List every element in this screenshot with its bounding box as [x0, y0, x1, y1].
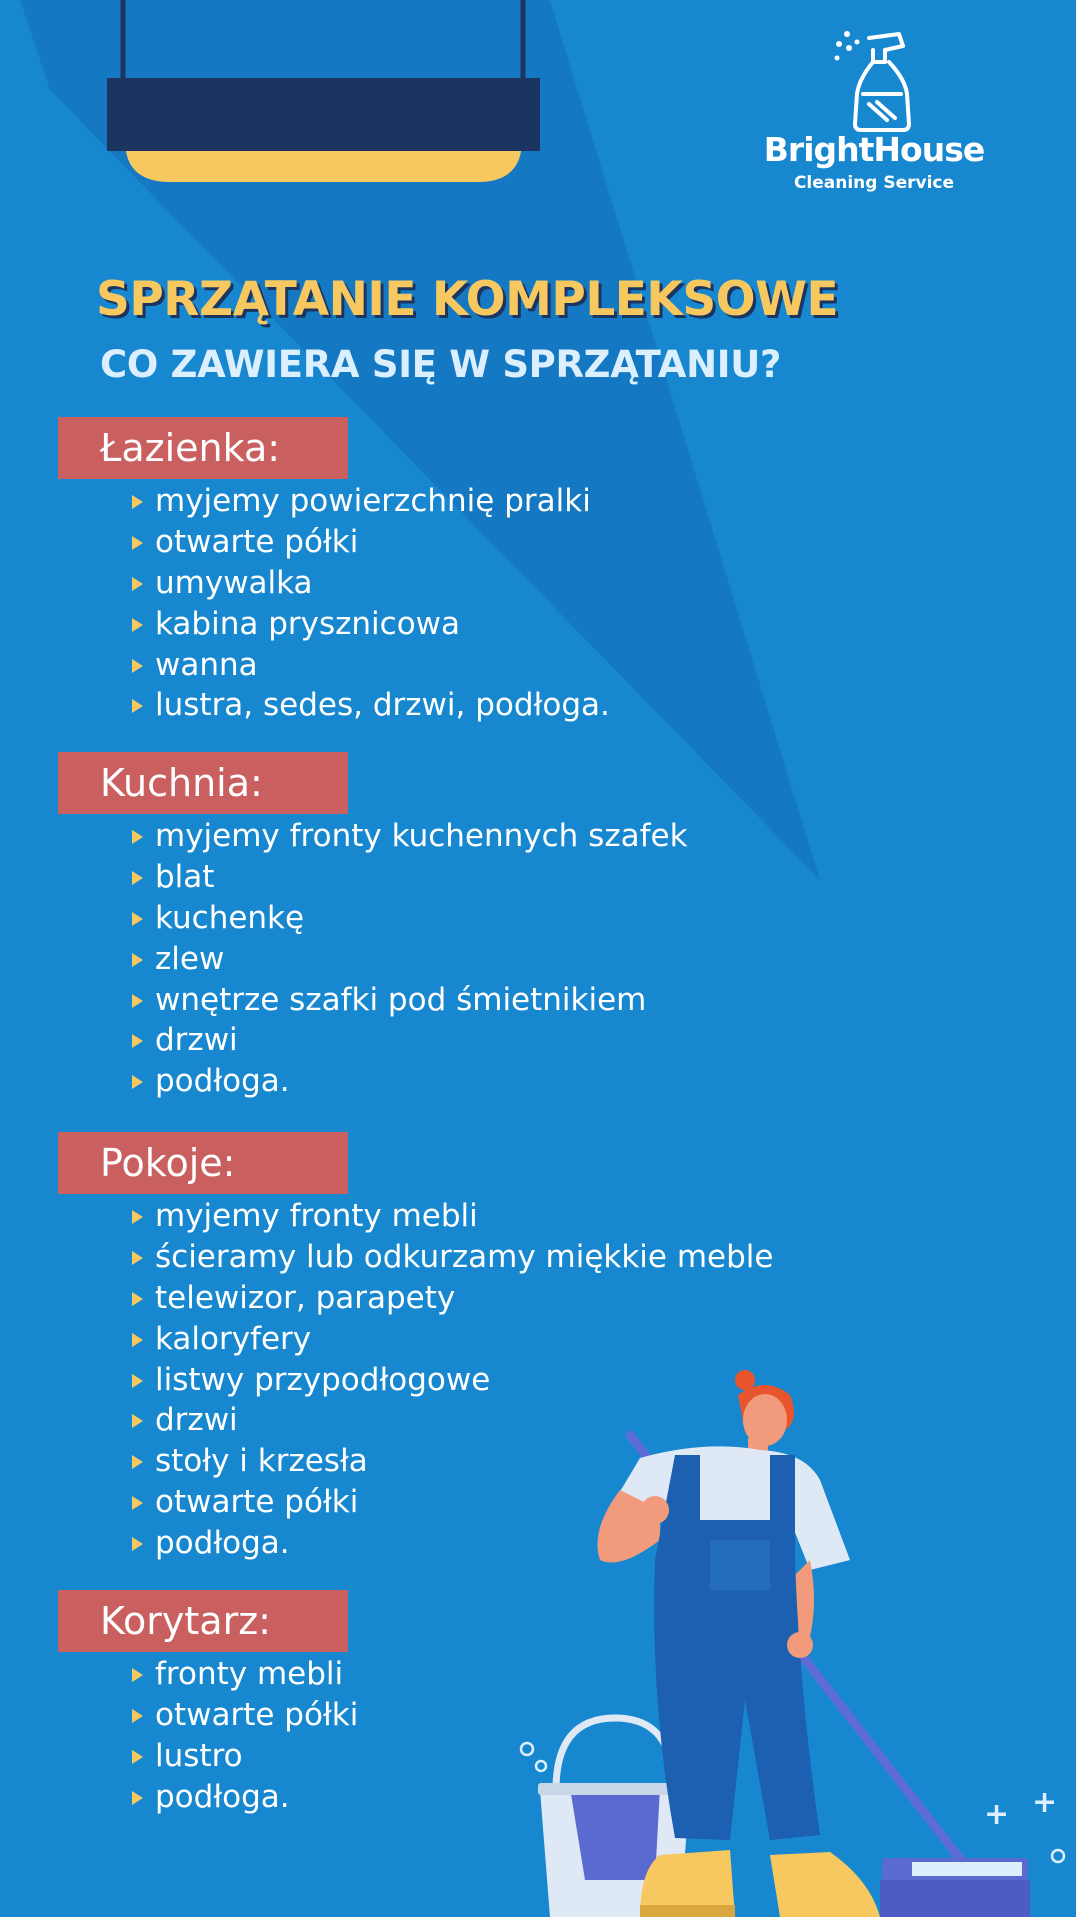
sparkle-icon: +	[984, 1797, 1010, 1832]
list-item: zlew	[132, 938, 688, 979]
list-item: kaloryfery	[132, 1318, 773, 1359]
bullet-icon	[132, 830, 143, 844]
list-item: myjemy fronty mebli	[132, 1196, 773, 1237]
bullet-icon	[132, 912, 143, 926]
list-item: ścieramy lub odkurzamy miękkie meble	[132, 1237, 773, 1278]
bullet-icon	[132, 577, 143, 591]
bullet-icon	[132, 1709, 143, 1723]
list-item: myjemy powierzchnię pralki	[132, 481, 610, 522]
bullet-icon	[132, 495, 143, 509]
spray-bottle-icon	[829, 24, 919, 134]
section-label: Kuchnia:	[58, 752, 348, 814]
list-item: drzwi	[132, 1020, 688, 1061]
list-item: podłoga.	[132, 1061, 688, 1102]
bullet-icon	[132, 1537, 143, 1551]
section-bathroom	[58, 417, 610, 726]
bullet-icon	[132, 1333, 143, 1347]
section-label: Korytarz:	[58, 1590, 348, 1652]
list-item: kabina prysznicowa	[132, 603, 610, 644]
bullet-icon	[132, 1210, 143, 1224]
list-item: fronty mebli	[132, 1654, 358, 1695]
list-item: blat	[132, 857, 688, 898]
bullet-icon	[132, 1251, 143, 1265]
bullet-icon	[132, 1414, 143, 1428]
list-item: podłoga.	[132, 1522, 773, 1563]
section-label: Pokoje:	[58, 1132, 348, 1194]
item-list	[132, 1654, 358, 1817]
bullet-icon	[132, 618, 143, 632]
bullet-icon	[132, 1496, 143, 1510]
list-item: drzwi	[132, 1400, 773, 1441]
page-subtitle: CO ZAWIERA SIĘ W SPRZĄTANIU?	[100, 343, 782, 386]
bubble-icon	[1052, 1850, 1064, 1862]
bullet-icon	[132, 1292, 143, 1306]
list-item: myjemy fronty kuchennych szafek	[132, 816, 688, 857]
list-item: lustra, sedes, drzwi, podłoga.	[132, 685, 610, 726]
section-rooms	[58, 1132, 773, 1563]
bullet-icon	[132, 536, 143, 550]
bullet-icon	[132, 1750, 143, 1764]
bullet-icon	[132, 871, 143, 885]
page-title: SPRZĄTANIE KOMPLEKSOWE	[96, 272, 839, 327]
brand-logo	[738, 24, 1010, 194]
bubble-icon	[521, 1743, 533, 1755]
bullet-icon	[132, 1668, 143, 1682]
list-item: listwy przypodłogowe	[132, 1359, 773, 1400]
section-kitchen	[58, 752, 688, 1102]
list-item: wnętrze szafki pod śmietnikiem	[132, 979, 688, 1020]
bubble-icon	[536, 1761, 546, 1771]
section-hallway	[58, 1590, 358, 1817]
list-item: kuchenkę	[132, 898, 688, 939]
brand-tagline: Cleaning Service	[793, 173, 955, 193]
list-item: lustro	[132, 1736, 358, 1777]
bullet-icon	[132, 953, 143, 967]
bullet-icon	[132, 1791, 143, 1805]
bullet-icon	[132, 1034, 143, 1048]
list-item: wanna	[132, 644, 610, 685]
list-item: otwarte półki	[132, 1695, 358, 1736]
list-item: stoły i krzesła	[132, 1441, 773, 1482]
list-item: otwarte półki	[132, 1482, 773, 1523]
list-item: umywalka	[132, 563, 610, 604]
bullet-icon	[132, 1374, 143, 1388]
bullet-icon	[132, 659, 143, 673]
brand-name: BrightHouse	[763, 130, 985, 169]
list-item: podłoga.	[132, 1776, 358, 1817]
bullet-icon	[132, 1075, 143, 1089]
item-list	[132, 816, 688, 1102]
section-label: Łazienka:	[58, 417, 348, 479]
bullet-icon	[132, 1455, 143, 1469]
sparkle-icon: +	[1032, 1785, 1058, 1820]
item-list	[132, 481, 610, 726]
list-item: otwarte półki	[132, 522, 610, 563]
item-list	[132, 1196, 773, 1563]
list-item: telewizor, parapety	[132, 1278, 773, 1319]
bullet-icon	[132, 699, 143, 713]
bullet-icon	[132, 994, 143, 1008]
